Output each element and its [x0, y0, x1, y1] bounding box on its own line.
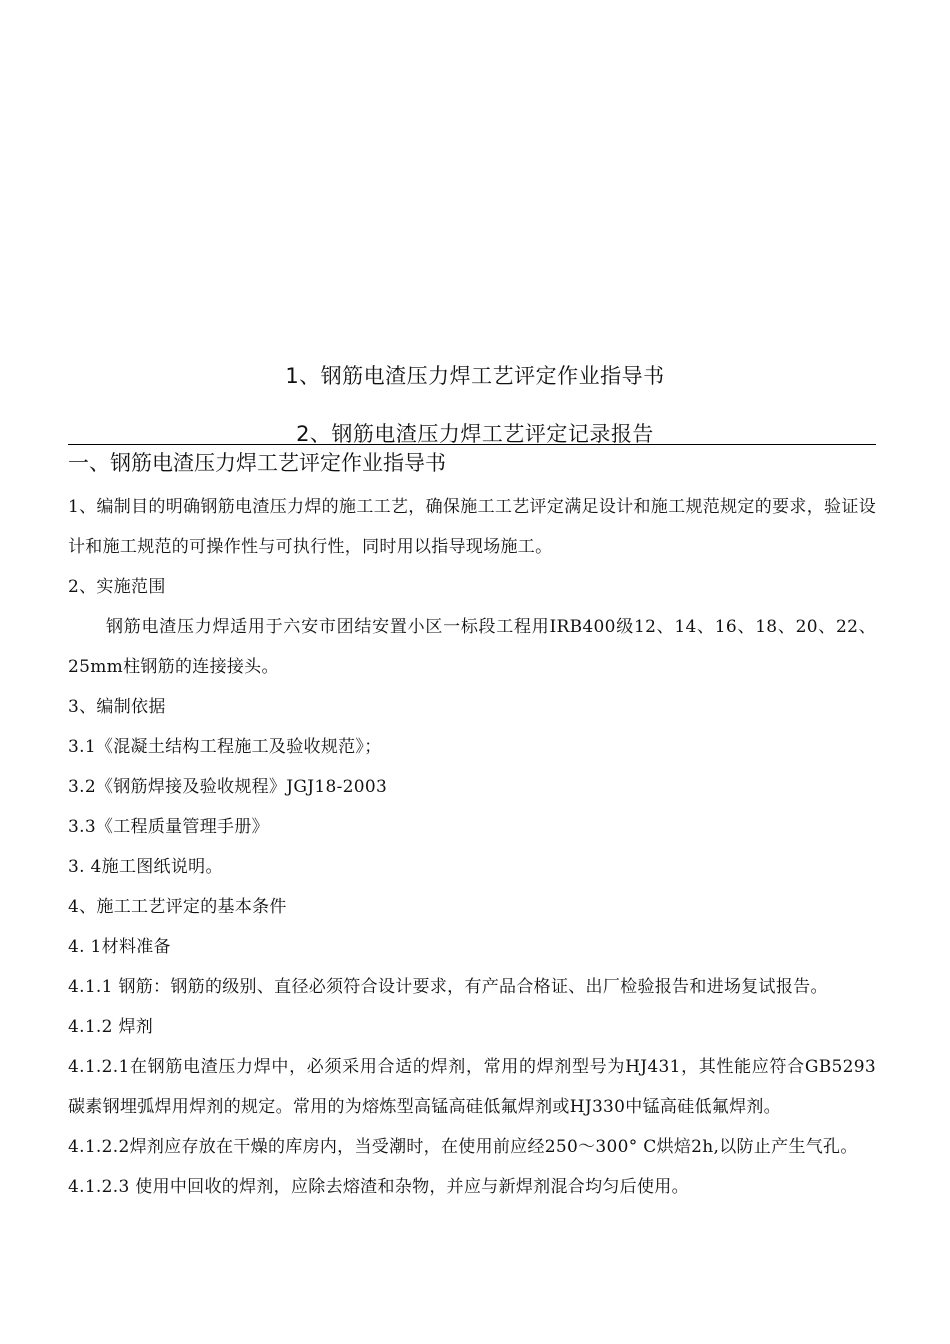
- paragraph-conditions-title: 4、施工工艺评定的基本条件: [68, 897, 287, 917]
- paragraph-4-1-2: 4.1.2 焊剂: [68, 1017, 154, 1037]
- paragraph-basis-3-2: 3.2《钢筋焊接及验收规程》JGJ18-2003: [68, 777, 388, 797]
- paragraph-materials-title: 4. 1材料准备: [68, 937, 171, 957]
- paragraph-scope-title: 2、实施范围: [68, 577, 166, 597]
- paragraph-basis-title: 3、编制依据: [68, 697, 166, 717]
- toc-item-2: 2、钢筋电渣压力焊工艺评定记录报告: [296, 422, 654, 446]
- paragraph-basis-3-3: 3.3《工程质量管理手册》: [68, 817, 269, 837]
- section-heading: 一、钢筋电渣压力焊工艺评定作业指导书: [68, 451, 446, 475]
- paragraph-purpose: 1、编制目的明确钢筋电渣压力焊的施工工艺，确保施工工艺评定满足设计和施工规范规定的要求，验证设计和施工规范的可操作性与可执行性，同时用以指导现场施工。: [68, 497, 876, 557]
- paragraph-4-1-2-3: 4.1.2.3 使用中回收的焊剂，应除去熔渣和杂物，并应与新焊剂混合均匀后使用。: [68, 1177, 689, 1197]
- paragraph-4-1-2-1: 4.1.2.1在钢筋电渣压力焊中，必须采用合适的焊剂，常用的焊剂型号为HJ431，其性能应符合GB5293碳素钢埋弧焊用焊剂的规定。常用的为熔炼型高锰高硅低氟焊剂或HJ330中锰高硅低氟焊剂。: [68, 1057, 876, 1117]
- paragraph-scope-body: 钢筋电渣压力焊适用于六安市团结安置小区一标段工程用IRB400级12、14、16、18、20、22、25mm柱钢筋的连接接头。: [68, 617, 876, 677]
- toc-item-1: 1、钢筋电渣压力焊工艺评定作业指导书: [285, 364, 665, 388]
- document-body: [68, 449, 876, 1207]
- header-rule: [68, 444, 876, 445]
- paragraph-basis-3-4: 3. 4施工图纸说明。: [68, 857, 223, 877]
- paragraph-basis-3-1: 3.1《混凝土结构工程施工及验收规范》；: [68, 737, 382, 757]
- paragraph-4-1-2-2: 4.1.2.2焊剂应存放在干燥的库房内，当受潮时，在使用前应经250〜300° C烘焙2h,以防止产生气孔。: [68, 1137, 858, 1157]
- paragraph-4-1-1: 4.1.1 钢筋：钢筋的级别、直径必须符合设计要求，有产品合格证、出厂检验报告和进场复试报告。: [68, 977, 828, 997]
